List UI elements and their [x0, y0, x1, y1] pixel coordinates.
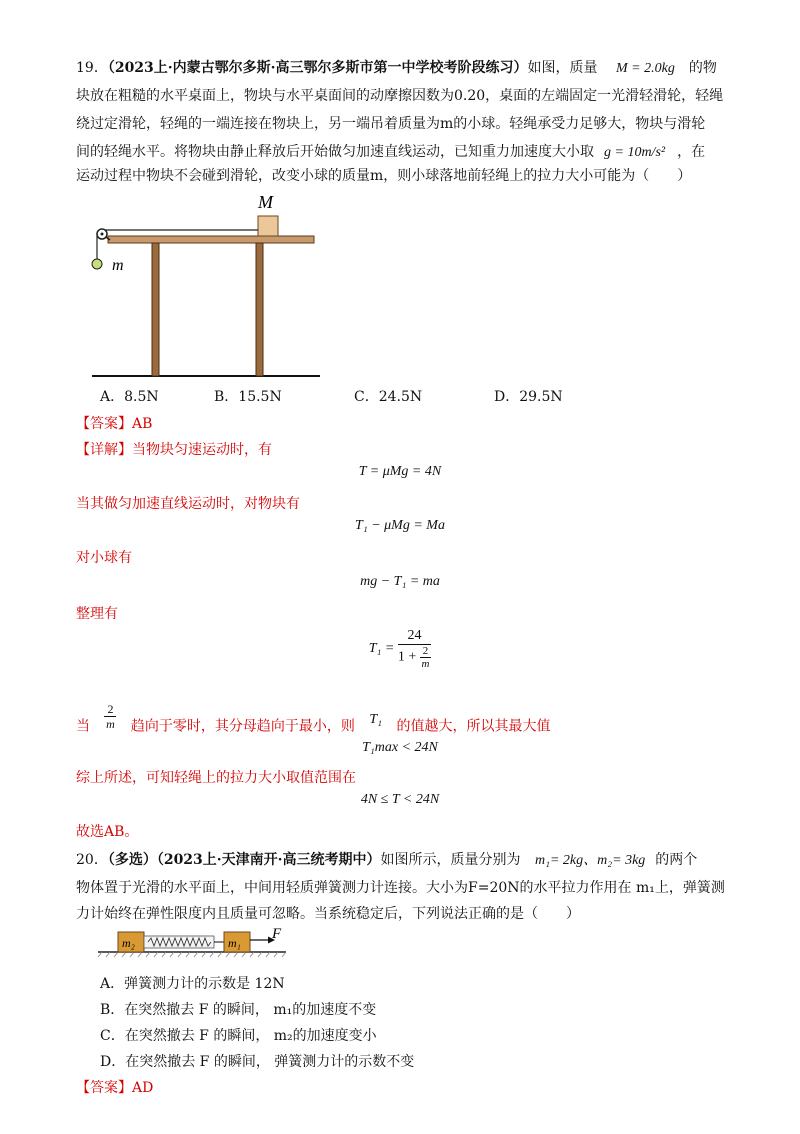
q19-option-c[interactable]: C．24.5N [354, 389, 423, 405]
q19-line-5: 运动过程中物块不会碰到滑轮，改变小球的质量m，则小球落地前轻绳上的拉力大小可能为（ ） [76, 168, 692, 184]
q19-eq-4: T₁ = 24 1 + $\frac{2}{m}$ [368, 628, 430, 670]
q19-line-1: 19．（2023上·内蒙古鄂尔多斯·高三鄂尔多斯市第一中学校考阶段练习）如图，质量 M = 2.0kg 的物 [76, 60, 717, 76]
q20-line-1: 20．（多选）（2023上·天津南开·高三统考期中）如图所示，质量分别为 m₁= 2kg、m₂= 3kg 的两个 [76, 852, 698, 868]
q20-line-3: 力计始终在弹性限度内且质量可忽略。当系统稳定后，下列说法正确的是（ ） [76, 906, 580, 922]
q20-answer: 【答案】AD [76, 1080, 154, 1096]
q19-detail-6: 综上所述，可知轻绳上的拉力大小取值范围在 [76, 770, 356, 786]
q20-figure-spring [96, 928, 306, 958]
q19-eq-5: T₁max < 24N [362, 740, 438, 755]
label-m2: m₂ [122, 936, 135, 950]
q19-eq-6: 4N ≤ T < 24N [360, 792, 440, 807]
q19-g-formula: g = 10m/s² [604, 145, 666, 160]
label-m: m [112, 257, 124, 274]
q19-mass-formula: M = 2.0kg [616, 61, 675, 76]
label-M: M [258, 192, 273, 212]
q19-line-4: 间的轻绳水平。将物块由静止释放后开始做匀加速直线运动，已知重力加速度大小取 g = 10m/s² ，在 [76, 144, 706, 160]
q19-eq-2: T₁ − μMg = Ma [355, 518, 445, 533]
q19-conclusion: 故选AB。 [76, 824, 139, 840]
ball-m [92, 259, 102, 269]
q20-option-d[interactable]: D．在突然撤去 F 的瞬间， 弹簧测力计的示数不变 [100, 1054, 415, 1070]
q19-detail-3: 对小球有 [76, 550, 132, 566]
block-M [258, 216, 278, 236]
q19-option-b[interactable]: B．15.5N [214, 389, 282, 405]
q19-eq-3: mg − T₁ = ma [360, 574, 440, 589]
q19-detail-2: 当其做匀加速直线运动时，对物块有 [76, 496, 300, 512]
label-F: F [272, 928, 282, 942]
q20-option-b[interactable]: B．在突然撤去 F 的瞬间， m₁的加速度不变 [100, 1002, 377, 1018]
q20-option-a[interactable]: A．弹簧测力计的示数是 12N [100, 976, 285, 992]
q19-detail-1: 【详解】当物块匀速运动时，有 [76, 442, 272, 458]
q19-option-a[interactable]: A．8.5N [100, 389, 159, 405]
q20-tag: （多选） [107, 852, 157, 868]
q19-line-3: 绕过定滑轮，轻绳的一端连接在物块上，另一端吊着质量为m的小球。轻绳承受力足够大，物块与滑轮 [76, 116, 706, 132]
table-top [108, 236, 314, 243]
q19-figure-table-pulley [88, 186, 328, 382]
q19-detail-5: 当 $\frac{2}{m}$ 趋向于零时，其分母趋向于最小，则 T₁ 的值越大，所以其最大值 [76, 702, 551, 735]
label-m1: m₁ [228, 936, 241, 950]
table-leg-left [152, 243, 159, 376]
q20-option-c[interactable]: C．在突然撤去 F 的瞬间， m₂的加速度变小 [100, 1028, 377, 1044]
pulley-axle [101, 233, 104, 236]
table-leg-right [256, 243, 263, 376]
q19-source: （2023上·内蒙古鄂尔多斯·高三鄂尔多斯市第一中学校考阶段练习） [107, 60, 528, 76]
q20-mass-formula: m₁= 2kg、m₂= 3kg [535, 853, 646, 868]
q19-detail-4: 整理有 [76, 606, 118, 622]
q19-line-2: 块放在粗糙的水平桌面上，物块与水平桌面间的动摩擦因数为0.20，桌面的左端固定一光滑轻滑轮，轻绳 [76, 88, 724, 104]
q19-option-d[interactable]: D．29.5N [494, 389, 563, 405]
q20-line-2: 物体置于光滑的水平面上，中间用轻质弹簧测力计连接。大小为F=20N的水平拉力作用在 m₁上，弹簧测 [76, 880, 725, 896]
q19-eq-1: T = μMg = 4N [358, 464, 442, 479]
q19-answer: 【答案】AB [76, 416, 153, 432]
q20-source: （2023上·天津南开·高三统考期中） [156, 852, 381, 868]
